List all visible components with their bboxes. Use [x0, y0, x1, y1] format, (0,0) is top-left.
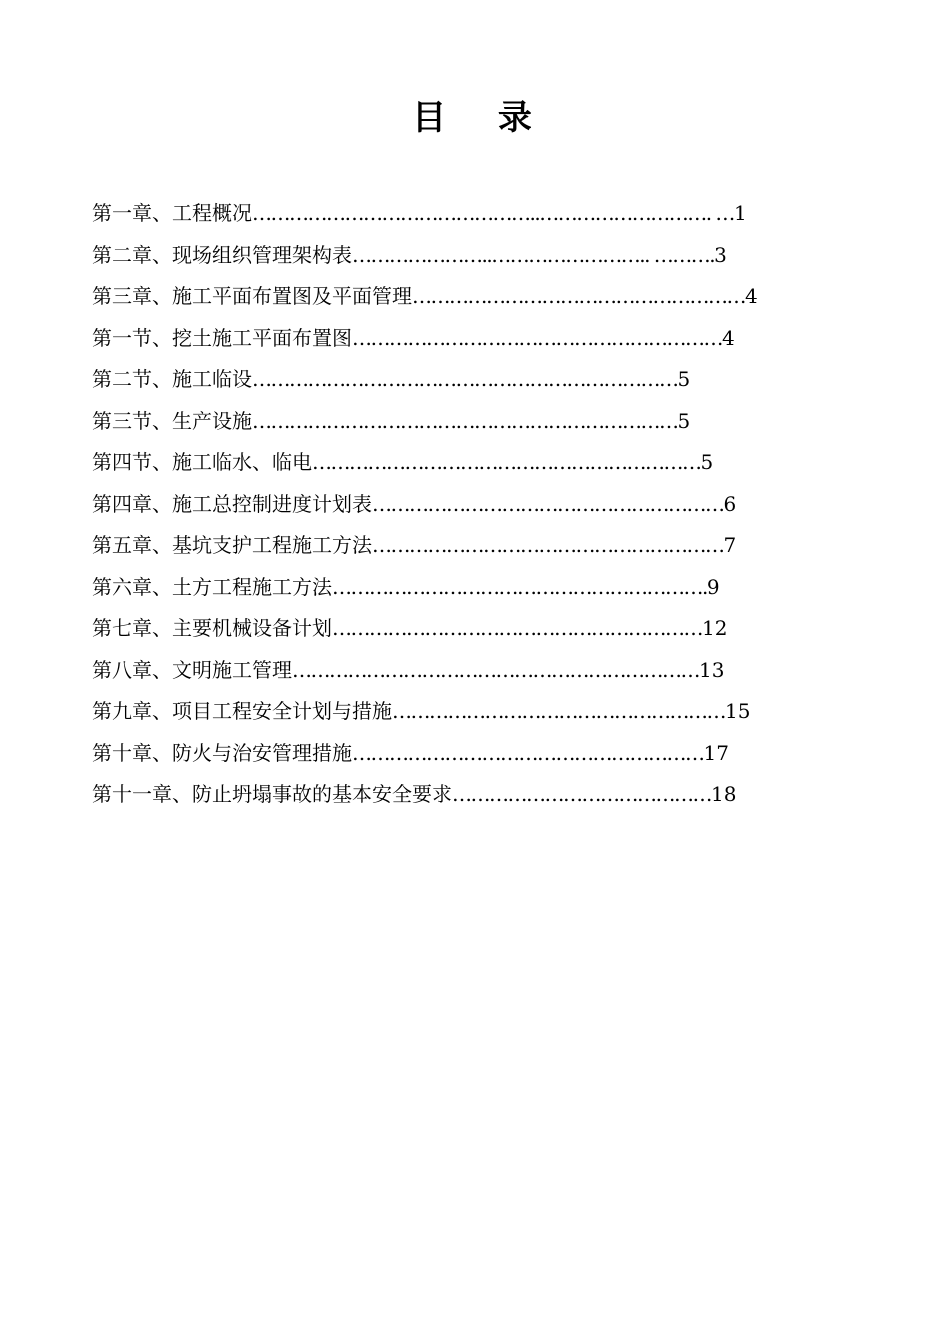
- toc-entry-leader: ………………………………………………: [392, 699, 725, 723]
- toc-entry-leader: …………………..…………………….. ……….: [352, 242, 715, 267]
- toc-entry-label: 第九章、项目工程安全计划与措施: [92, 699, 392, 723]
- toc-entry-label: 第十一章、防止坍塌事故的基本安全要求: [92, 782, 452, 806]
- toc-entry-label: 第五章、基坑支护工程施工方法: [92, 533, 372, 557]
- toc-entry-page: 3: [714, 242, 727, 267]
- toc-entry-page: 9: [706, 574, 720, 599]
- toc-entry[interactable]: [92, 195, 832, 237]
- toc-entry-label: 第三节、生产设施: [92, 408, 252, 433]
- toc-entry-leader: …………………………………………………….: [332, 574, 707, 599]
- toc-entry-label: 第四章、施工总控制进度计划表: [92, 491, 372, 516]
- toc-entry[interactable]: [92, 320, 832, 362]
- toc-entry-leader: ……………………………………………………………: [252, 408, 678, 433]
- toc-entry-label: 第二节、施工临设: [92, 367, 252, 391]
- toc-entry-page: 5: [677, 408, 691, 433]
- toc-entry-label: 第七章、主要机械设备计划: [92, 616, 332, 640]
- toc-entry-label: 第十章、防火与治安管理措施: [92, 740, 352, 765]
- toc-entry[interactable]: [92, 361, 832, 403]
- toc-entry-leader: ………………………………………………………: [312, 450, 701, 474]
- toc-entry-label: 第八章、文明施工管理: [92, 657, 292, 682]
- toc-entry-leader: ……………………………………: [452, 782, 711, 806]
- toc-entry[interactable]: [92, 444, 832, 486]
- toc-entry-page: 4: [722, 325, 735, 350]
- toc-entry-page: 18: [711, 782, 737, 806]
- toc-entry-page: 1: [733, 201, 747, 225]
- toc-entry-page: 4: [745, 284, 758, 308]
- toc-entry[interactable]: [92, 237, 832, 279]
- toc-entry-page: 12: [702, 616, 728, 640]
- toc-entry-page: 17: [703, 740, 729, 765]
- toc-entry-label: 第一章、工程概况: [92, 201, 252, 225]
- toc-entry-page: 5: [700, 450, 714, 474]
- toc-entry-label: 第一节、挖土施工平面布置图: [92, 325, 352, 350]
- toc-entry[interactable]: [92, 486, 832, 528]
- toc-entry-label: 第二章、现场组织管理架构表: [92, 242, 352, 267]
- toc-entry-leader: ……………………………………………………: [332, 616, 702, 640]
- toc-entry-page: 7: [723, 533, 737, 557]
- toc-entry-label: 第三章、施工平面布置图及平面管理: [92, 284, 412, 308]
- toc-entry-leader: …………………………………………………: [372, 491, 724, 516]
- toc-entry[interactable]: [92, 693, 832, 735]
- toc-entry[interactable]: [92, 610, 832, 652]
- toc-title: 目 录: [412, 98, 552, 138]
- toc-entry-leader: …………………………………………………: [372, 533, 724, 557]
- toc-entry-leader: ……………………………………………………: [352, 325, 722, 350]
- toc-entry-leader: ……………………………………………………………: [252, 367, 678, 391]
- toc-entry[interactable]: [92, 652, 832, 694]
- toc-entry-label: 第六章、土方工程施工方法: [92, 574, 332, 599]
- toc-entry-leader: ………………………………………..………………………. …: [252, 201, 734, 225]
- toc-entry-leader: …………………………………………………………: [292, 657, 699, 682]
- toc-entry[interactable]: [92, 278, 832, 320]
- toc-entry-page: 5: [677, 367, 691, 391]
- toc-entry-page: 13: [699, 657, 725, 682]
- toc-entry[interactable]: [92, 776, 832, 818]
- toc-entry[interactable]: [92, 403, 832, 445]
- toc-entry-leader: …………………………………………………: [352, 740, 704, 765]
- toc-entry[interactable]: [92, 527, 832, 569]
- toc-entry-page: 15: [725, 699, 751, 723]
- toc-entry[interactable]: [92, 735, 832, 777]
- table-of-contents: [92, 195, 832, 818]
- toc-entry-page: 6: [723, 491, 737, 516]
- toc-entry[interactable]: [92, 569, 832, 611]
- toc-entry-leader: ………………………………………………: [412, 284, 745, 308]
- toc-entry-label: 第四节、施工临水、临电: [92, 450, 312, 474]
